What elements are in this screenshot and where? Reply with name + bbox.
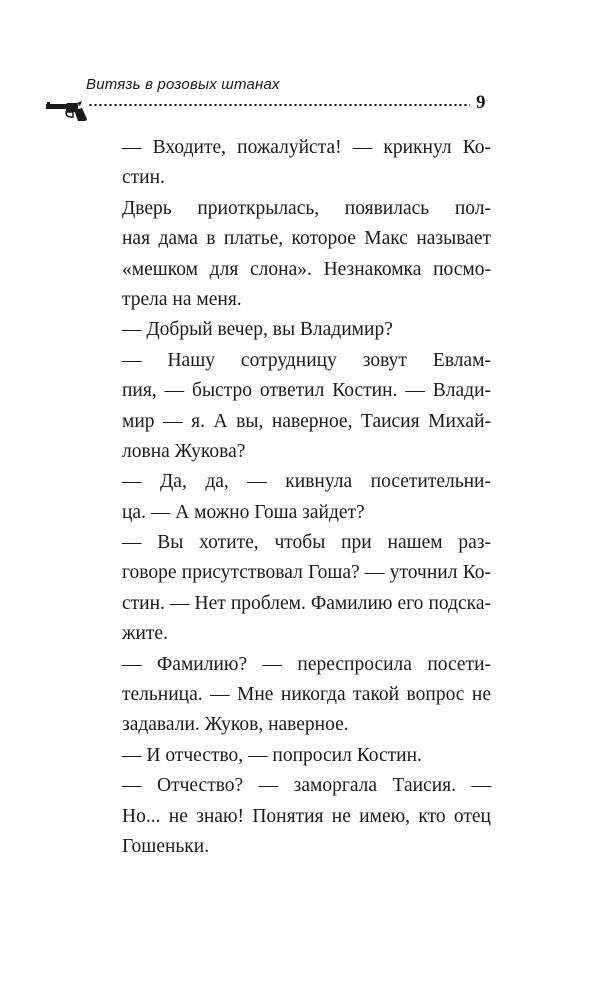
text-line: ца. — А можно Гоша зайдет? — [122, 501, 365, 523]
text-line: стин. — Нет проблем. Фамилию его подска- — [122, 592, 491, 614]
text-line: ная дама в платье, которое Макс называет — [122, 228, 491, 250]
text-line: — Да, да, — кивнула посетительни- — [122, 471, 491, 493]
running-title: Витязь в розовых штанах — [86, 76, 280, 93]
body-text — [122, 133, 491, 862]
text-line: пия, — быстро ответил Костин. — Влади- — [122, 380, 491, 402]
text-line: — Вы хотите, чтобы при нашем раз- — [122, 532, 491, 554]
text-line: ловна Жукова? — [122, 440, 246, 462]
page-number: 9 — [476, 92, 486, 113]
text-line: говоре присутствовал Гоша? — уточнил Ко- — [122, 562, 491, 584]
text-line: — И отчество, — попросил Костин. — [122, 744, 422, 766]
text-line: жите. — [122, 623, 168, 645]
text-line: Но... не знаю! Понятия не имею, кто отец — [122, 805, 491, 827]
text-line: «мешком для слона». Незнакомка посмо- — [122, 258, 491, 280]
text-line: мир — я. А вы, наверное, Таисия Михай- — [122, 410, 491, 432]
text-line: — Добрый вечер, вы Владимир? — [122, 319, 393, 341]
text-line: стин. — [122, 167, 165, 189]
text-line: — Нашу сотрудницу зовут Евлам- — [122, 349, 491, 371]
text-line: трела на меня. — [122, 288, 242, 310]
text-line: тельница. — Мне никогда такой вопрос не — [122, 684, 491, 706]
text-line: — Входите, пожалуйста! — крикнул Ко- — [122, 137, 491, 158]
text-line: Дверь приоткрылась, появилась пол- — [122, 197, 491, 219]
text-line: — Отчество? — заморгала Таисия. — — [122, 775, 491, 797]
revolver-icon — [44, 100, 88, 122]
text-line: — Фамилию? — переспросила посети- — [122, 653, 491, 675]
text-line: задавали. Жуков, наверное. — [122, 714, 349, 736]
dotted-rule — [88, 104, 470, 106]
text-line: Гошеньки. — [122, 835, 210, 857]
